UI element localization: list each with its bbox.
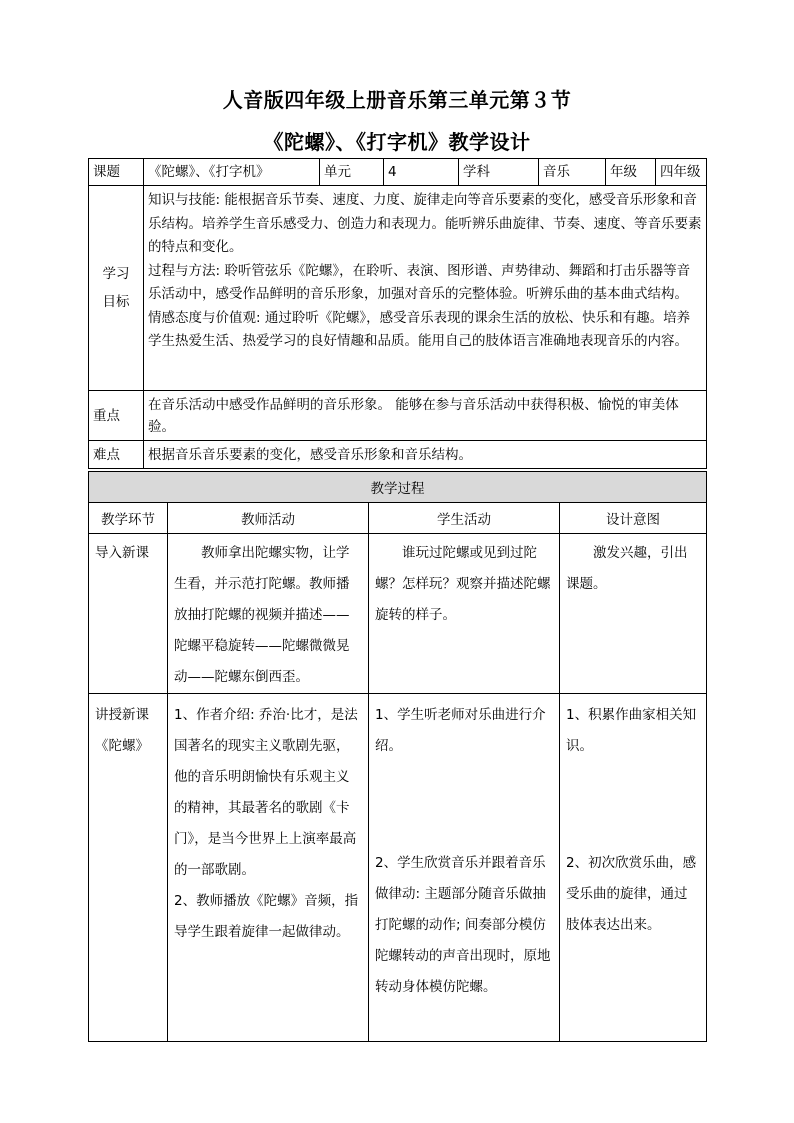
key-point-text: 在音乐活动中感受作品鲜明的音乐形象。 能够在参与音乐活动中获得积极、愉悦的审美体验。 xyxy=(144,391,707,441)
goal-knowledge: 知识与技能: 能根据音乐节奏、速度、力度、旋律走向等音乐要素的变化，感受音乐形象和音乐结构。培养学生音乐感受力、创造力和表现力。能听辨乐曲旋律、节奏、速度、等音乐要素的特点和变化。 xyxy=(148,192,702,255)
header-intent: 设计意图 xyxy=(560,503,707,534)
student-cell xyxy=(369,534,560,694)
teacher-text: 教师拿出陀螺实物，让学生看，并示范打陀螺。教师播放抽打陀螺的视频并描述——陀螺平稳旋转——陀螺微微晃动——陀螺东倒西歪。 xyxy=(174,545,350,685)
difficulty-row xyxy=(89,441,707,469)
goal-emotion: 情感态度与价值观: 通过聆听《陀螺》，感受音乐表现的课余生活的放松、快乐和有趣。培养学生热爱生活、热爱学习的良好情趣和品质。能用自己的肢体语言准确地表现音乐的内容。 xyxy=(148,309,691,349)
stage-text: 讲授新课《陀螺》 xyxy=(95,707,149,754)
title-line-2: 《陀螺》、《打字机》教学设计 xyxy=(263,130,531,154)
title-line-1: 人音版四年级上册音乐第三单元第３节 xyxy=(222,88,572,112)
goals-label xyxy=(89,186,144,391)
header-stage: 教学环节 xyxy=(89,503,168,534)
intent-text-2: 2、初次欣赏乐曲，感受乐曲的旋律，通过肢体表达出来。 xyxy=(566,855,697,933)
process-section-row xyxy=(89,472,707,503)
header-teacher: 教师活动 xyxy=(168,503,369,534)
goal-process: 过程与方法: 聆听管弦乐《陀螺》，在聆听、表演、图形谱、声势律动、舞蹈和打击乐器等音乐活动中，感受作品鲜明的音乐形象，加强对音乐的完整体验。听辨乐曲的基本曲式结构。 xyxy=(148,262,691,302)
table-row xyxy=(89,694,707,1042)
unit-label: 单元 xyxy=(320,159,384,186)
topic-label: 课题 xyxy=(89,159,144,186)
teacher-text-2: 2、教师播放《陀螺》音频，指导学生跟着旋律一起做律动。 xyxy=(174,893,359,940)
teacher-cell xyxy=(168,694,369,1042)
grade-label: 年级 xyxy=(606,159,656,186)
intent-text: 激发兴趣，引出课题。 xyxy=(566,545,688,592)
intent-cell xyxy=(560,534,707,694)
teacher-cell xyxy=(168,534,369,694)
teacher-text-1: 1、作者介绍: 乔治·比才，是法国著名的现实主义歌剧先驱，他的音乐明朗愉快有乐观主义的精神，其最著名的歌剧《卡门》，是当今世界上上演率最高的一部歌剧。 xyxy=(174,707,358,878)
intent-text-1: 1、积累作曲家相关知识。 xyxy=(566,707,697,754)
teaching-process-table xyxy=(88,471,707,1042)
student-text: 谁玩过陀螺或见到过陀螺？怎样玩？观察并描述陀螺旋转的样子。 xyxy=(375,545,551,623)
goals-label-line-2: 目标 xyxy=(102,294,130,310)
info-row xyxy=(89,159,707,186)
stage-cell xyxy=(89,534,168,694)
difficulty-label: 难点 xyxy=(89,441,144,469)
key-point-label: 重点 xyxy=(89,391,144,441)
key-point-row xyxy=(89,391,707,441)
stage-cell xyxy=(89,694,168,1042)
student-text-2: 2、学生欣赏音乐并跟着音乐做律动: 主题部分随音乐做抽打陀螺的动作; 间奏部分模仿陀螺转动的声音出现时，原地转动身体模仿陀螺。 xyxy=(375,855,551,995)
unit-value: 4 xyxy=(384,159,459,186)
student-cell xyxy=(369,694,560,1042)
goals-content xyxy=(144,186,707,391)
subject-value: 音乐 xyxy=(539,159,606,186)
lesson-info-table xyxy=(88,158,707,469)
process-section-title: 教学过程 xyxy=(89,472,707,503)
topic-value: 《陀螺》、《打字机》 xyxy=(144,159,320,186)
header-student: 学生活动 xyxy=(369,503,560,534)
subject-label: 学科 xyxy=(459,159,539,186)
stage-text: 导入新课 xyxy=(95,545,149,561)
intent-cell xyxy=(560,694,707,1042)
table-row xyxy=(89,534,707,694)
goals-label-line-1: 学习 xyxy=(102,266,130,282)
difficulty-text: 根据音乐音乐要素的变化，感受音乐形象和音乐结构。 xyxy=(144,441,707,469)
goals-row xyxy=(89,186,707,391)
process-header-row xyxy=(89,503,707,534)
student-text-1: 1、学生听老师对乐曲进行介绍。 xyxy=(375,707,546,754)
grade-value: 四年级 xyxy=(656,159,707,186)
